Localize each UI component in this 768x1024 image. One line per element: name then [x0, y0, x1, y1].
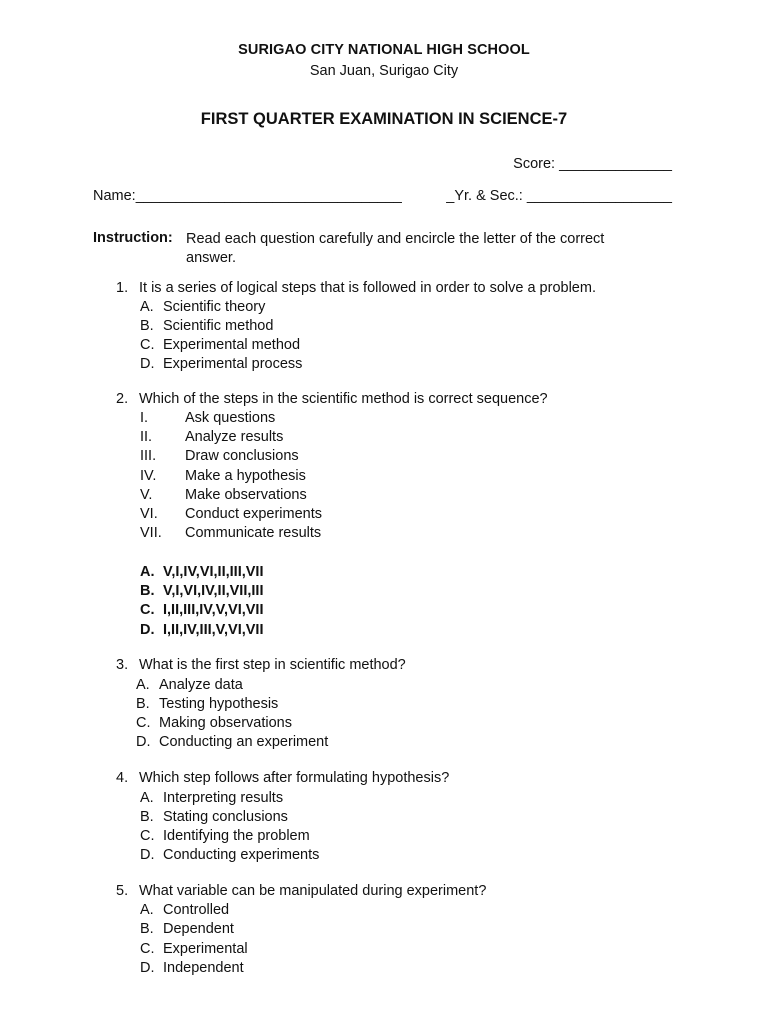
q3-option-d [136, 734, 328, 750]
option-text: V,I,VI,IV,II,VII,III [163, 583, 264, 599]
question-number: 1. [116, 280, 129, 296]
q2-step-3 [140, 448, 299, 464]
option-letter: B. [140, 809, 154, 825]
step-numeral: II. [140, 429, 153, 445]
step-numeral: III. [140, 448, 157, 464]
question-4 [116, 770, 449, 786]
question-number: 2. [116, 391, 129, 407]
question-number: 4. [116, 770, 129, 786]
step-numeral: VII. [140, 525, 162, 541]
q5-option-d [140, 960, 244, 976]
option-text: Testing hypothesis [159, 696, 279, 712]
option-letter: B. [140, 921, 154, 937]
q1-option-c [140, 337, 300, 353]
instruction-line-2: answer. [186, 250, 236, 266]
step-numeral: I. [140, 410, 149, 426]
question-1 [116, 280, 596, 296]
q2-step-1 [140, 410, 275, 426]
step-numeral: VI. [140, 506, 158, 522]
step-text: Make observations [185, 487, 307, 503]
q2-step-6 [140, 506, 322, 522]
step-text: Conduct experiments [185, 506, 323, 522]
name-field: Name:_________________________________ [93, 188, 402, 204]
q2-option-c [140, 602, 263, 618]
option-text: Scientific theory [163, 299, 266, 315]
question-text: Which of the steps in the scientific method is correct sequence? [139, 391, 548, 407]
option-text: I,II,III,IV,V,VI,VII [163, 602, 264, 618]
question-number: 3. [116, 657, 129, 673]
option-text: Experimental process [163, 356, 303, 372]
option-text: Analyze data [159, 677, 243, 693]
q5-option-b [140, 921, 234, 937]
step-text: Analyze results [185, 429, 284, 445]
option-letter: C. [140, 941, 155, 957]
option-letter: D. [140, 622, 155, 638]
option-letter: A. [140, 564, 155, 580]
exam-title: FIRST QUARTER EXAMINATION IN SCIENCE-7 [200, 110, 568, 128]
q2-step-5 [140, 487, 307, 503]
option-text: Making observations [159, 715, 292, 731]
option-text: Interpreting results [163, 790, 284, 806]
q5-option-c [140, 941, 248, 957]
question-text: It is a series of logical steps that is followed in order to solve a problem. [139, 280, 596, 296]
option-letter: C. [136, 715, 151, 731]
option-letter: B. [140, 318, 154, 334]
q4-option-a [140, 790, 283, 806]
option-text: I,II,IV,III,V,VI,VII [163, 622, 264, 638]
q4-option-d [140, 847, 319, 863]
option-text: Experimental [163, 941, 248, 957]
question-2 [116, 391, 548, 407]
question-text: Which step follows after formulating hypothesis? [139, 770, 450, 786]
option-letter: A. [136, 677, 150, 693]
option-letter: B. [136, 696, 150, 712]
option-letter: A. [140, 790, 154, 806]
option-text: Scientific method [163, 318, 274, 334]
instruction-line-1: Read each question carefully and encircle the letter of the correct [186, 231, 605, 247]
q2-option-a [140, 564, 263, 580]
score-field: Score: ______________ [513, 156, 672, 172]
question-text: What is the first step in scientific method? [139, 657, 406, 673]
option-letter: D. [140, 960, 155, 976]
step-text: Ask questions [185, 410, 276, 426]
q4-option-b [140, 809, 288, 825]
q2-step-7 [140, 525, 321, 541]
option-letter: B. [140, 583, 155, 599]
option-text: V,I,IV,VI,II,III,VII [163, 564, 264, 580]
option-text: Conducting an experiment [159, 734, 329, 750]
option-text: Dependent [163, 921, 234, 937]
year-section-field: _Yr. & Sec.: __________________ [446, 188, 672, 204]
option-letter: D. [136, 734, 151, 750]
q3-option-b [136, 696, 278, 712]
question-3 [116, 657, 406, 673]
option-text: Controlled [163, 902, 230, 918]
step-text: Communicate results [185, 525, 322, 541]
school-address: San Juan, Surigao City [309, 63, 459, 79]
step-text: Draw conclusions [185, 448, 299, 464]
option-letter: C. [140, 337, 155, 353]
q3-option-a [136, 677, 243, 693]
instruction-label: Instruction: [93, 230, 173, 246]
option-letter: C. [140, 828, 155, 844]
question-5 [116, 883, 486, 899]
question-text: What variable can be manipulated during experiment? [139, 883, 487, 899]
option-letter: A. [140, 902, 154, 918]
option-letter: D. [140, 847, 155, 863]
q1-option-b [140, 318, 273, 334]
q2-step-2 [140, 429, 283, 445]
question-number: 5. [116, 883, 129, 899]
q1-option-d [140, 356, 302, 372]
option-text: Identifying the problem [163, 828, 310, 844]
q3-option-c [136, 715, 292, 731]
option-text: Conducting experiments [163, 847, 320, 863]
step-text: Make a hypothesis [185, 468, 306, 484]
school-name: SURIGAO CITY NATIONAL HIGH SCHOOL [238, 42, 530, 58]
q2-option-b [140, 583, 263, 599]
q2-step-4 [140, 468, 306, 484]
instruction-text [186, 230, 604, 268]
q1-option-a [140, 299, 265, 315]
option-letter: D. [140, 356, 155, 372]
option-letter: C. [140, 602, 155, 618]
step-numeral: IV. [140, 468, 157, 484]
option-letter: A. [140, 299, 154, 315]
step-numeral: V. [140, 487, 153, 503]
q4-option-c [140, 828, 310, 844]
option-text: Stating conclusions [163, 809, 288, 825]
option-text: Experimental method [163, 337, 301, 353]
q2-option-d [140, 622, 263, 638]
q5-option-a [140, 902, 229, 918]
option-text: Independent [163, 960, 244, 976]
